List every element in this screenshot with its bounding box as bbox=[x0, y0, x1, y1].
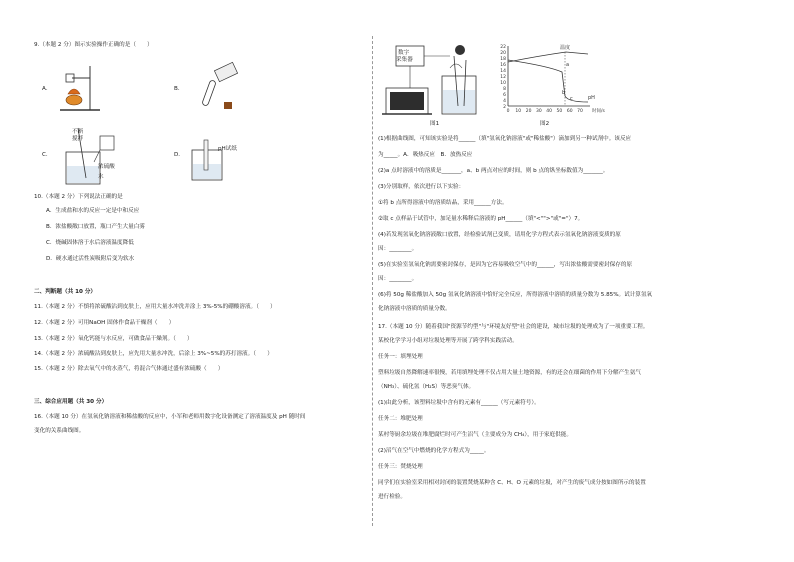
ph-curve bbox=[508, 60, 588, 102]
q16-part1-line2: 为_____。A．吸热反应 B．放热反应 bbox=[378, 152, 473, 158]
graph-y-tick: 8 bbox=[503, 87, 506, 92]
q10-option-b: B．浓盐酸敞口放置，瓶口产生大量白雾 bbox=[46, 224, 145, 230]
question-17-line1: 17.（本题 10 分）随着我国"资源节约型"与"环境友好型"社会的建设，城市垃圾的处理成为了一项重要工程。 bbox=[378, 324, 649, 330]
graph-x-tick: 70 bbox=[577, 109, 583, 114]
figure-1-caption: 图1 bbox=[430, 121, 440, 127]
question-15: 15.（本题 2 分）除去氧气中的水蒸气，将混合气体通过盛有浓硫酸（ ） bbox=[34, 366, 224, 372]
task-3-line1: 同学们在实验室采用相对封闭的装置焚烧某种含 C、H、O 元素的垃圾，对产生的废气成分按如图所示的装置 bbox=[378, 480, 646, 486]
graph-x-label: 时间/s bbox=[592, 109, 605, 114]
task-1-question: (1)由此分析，该塑料垃圾中含有的元素有______（写元素符号）。 bbox=[378, 400, 540, 406]
q16-part3-2: ②取 c 点样品于试管中，加足量水稀释后溶液的 pH______（填"<"">"或"="）7。 bbox=[378, 216, 584, 222]
graph-y-tick: 22 bbox=[500, 45, 506, 50]
point-c-label: c bbox=[570, 96, 573, 102]
graph-x-tick: 60 bbox=[566, 109, 573, 114]
q16-part5-line2: 因：________。 bbox=[378, 276, 418, 282]
graph-y-tick: 20 bbox=[500, 51, 506, 56]
graph-x-tick: 40 bbox=[546, 109, 553, 114]
ph-label: pH bbox=[588, 95, 595, 101]
question-14: 14.（本题 2 分）浓硫酸沾到皮肤上，应先用大量水冲洗，后涂上 3%~5%的苏打溶液。（ ） bbox=[34, 351, 273, 357]
point-b-label: b bbox=[562, 90, 566, 96]
question-16-line2: 变化的关系曲线图。 bbox=[34, 428, 85, 434]
graph-x-tick: 0 bbox=[506, 109, 510, 114]
task-1-line1: 塑料垃圾自然降解速率很慢，若用填埋处理不仅占用大量土地资源，有的还会在细菌的作用下分解产生氨气 bbox=[378, 370, 641, 376]
point-a-label: a bbox=[566, 62, 570, 68]
graph-y-tick: 18 bbox=[500, 57, 506, 62]
graph-y-tick: 4 bbox=[503, 99, 506, 104]
q16-part2: (2)a 点时溶液中的溶质是_______，a、b 两点对应的时间，则 b 点的纵坐标数值为_______。 bbox=[378, 168, 609, 174]
graph-x-tick: 50 bbox=[556, 109, 563, 114]
collector-label-2: 采集器 bbox=[396, 57, 413, 63]
q10-option-d: D．硬水通过活性炭吸附后变为软水 bbox=[46, 256, 135, 262]
alcohol-lamp-figure bbox=[56, 64, 106, 112]
q10-option-a: A．生成盐和水的反应一定是中和反应 bbox=[46, 208, 140, 214]
task-1-line2: （NH₃）、硫化氢（H₂S）等恶臭气体。 bbox=[378, 384, 475, 390]
graph-y-tick: 12 bbox=[500, 75, 506, 80]
dilution-beaker-figure bbox=[56, 122, 136, 188]
task-2-heading: 任务二：堆肥处理 bbox=[378, 416, 423, 422]
q9-c-label-stir1: 不断 bbox=[72, 129, 84, 135]
q16-part5-line1: (5)在实验室氢氧化钠需要密封保存，是因为它容易吸收空气中的______，写出浓盐酸需要密封保存的原 bbox=[378, 262, 633, 268]
column-divider bbox=[372, 36, 373, 526]
graph-y-tick: 2 bbox=[503, 105, 506, 110]
question-17-line2: 某校化学学习小组对垃圾处理等开展了跨学科实践活动。 bbox=[378, 338, 518, 344]
question-13: 13.（本题 2 分）氧化钙能与水反应，可做食品干燥剂。（ ） bbox=[34, 336, 193, 342]
graph-x-tick: 20 bbox=[525, 109, 532, 114]
graph-y-tick: 6 bbox=[503, 93, 506, 98]
question-16-line1: 16.（本题 10 分）在氢氧化钠溶液和稀盐酸的反应中，小军和老师用数字化设备测定了溶液温度及 pH 随时间 bbox=[34, 414, 306, 420]
question-10: 10.（本题 2 分）下列说法正确的是 bbox=[34, 194, 123, 200]
experiment-apparatus-figure bbox=[380, 40, 490, 120]
temperature-curve bbox=[508, 52, 588, 62]
graph-y-tick: 10 bbox=[500, 81, 506, 86]
task-3-heading: 任务三：焚烧处理 bbox=[378, 464, 423, 470]
q9-d-label-ph: pH试纸 bbox=[218, 146, 237, 152]
q16-part4-line1: (4)若发现氢氧化钠溶液敞口放置，经检验试剂已变质，请用化学方程式表示氢氧化钠溶液变质的原 bbox=[378, 232, 621, 238]
task-2-line1: 某村等厨余垃圾在堆肥腐烂时可产生沼气（主要成分为 CH₄），用于家庭供能。 bbox=[378, 432, 572, 438]
question-9: 9.（本题 2 分）图示实验操作正确的是（ ） bbox=[34, 42, 153, 48]
graph-y-tick: 16 bbox=[500, 63, 506, 68]
q9-option-a-label: A． bbox=[42, 86, 52, 92]
task-1-heading: 任务一：填埋处理 bbox=[378, 354, 423, 360]
graph-x-tick: 30 bbox=[535, 109, 542, 114]
q16-part6-line2: 化钠溶液中溶质的质量分数。 bbox=[378, 306, 451, 312]
task-2-question: (2)沼气在空气中燃烧的化学方程式为_____。 bbox=[378, 448, 490, 454]
q9-option-d-label: D． bbox=[174, 152, 184, 158]
graph-y-tick: 14 bbox=[500, 69, 506, 74]
section-3-heading: 三、综合应用题（共 30 分） bbox=[34, 399, 108, 405]
q9-c-label-stir2: 搅拌 bbox=[72, 136, 84, 142]
task-3-line2: 进行检验。 bbox=[378, 494, 406, 500]
q9-c-label-water: 水 bbox=[98, 174, 104, 180]
collector-label-1: 数字 bbox=[398, 50, 410, 56]
pouring-bottle-figure bbox=[186, 62, 246, 114]
figure-2-caption: 图2 bbox=[540, 121, 550, 127]
q10-option-c: C．烧碱固体溶于水后溶液温度降低 bbox=[46, 240, 134, 246]
q9-c-label-acid: 浓硫酸 bbox=[98, 164, 115, 170]
q9-option-b-label: B． bbox=[174, 86, 184, 92]
q16-part1-line1: (1)根据曲线图，可知该实验是将______（填"氢氧化钠溶液"或"稀盐酸"）滴加到另一种试剂中。该反应 bbox=[378, 136, 632, 142]
ph-paper-beaker-figure bbox=[186, 136, 236, 184]
graph-x-tick: 10 bbox=[515, 109, 522, 114]
q16-part4-line2: 因：________。 bbox=[378, 246, 418, 252]
temperature-label: 温度 bbox=[560, 45, 571, 51]
section-2-heading: 二、判断题（共 10 分） bbox=[34, 289, 97, 295]
q16-part3: (3)分别取样，依次进行以下实验： bbox=[378, 184, 465, 190]
q9-option-c-label: C． bbox=[42, 152, 52, 158]
temperature-ph-graph bbox=[494, 42, 614, 118]
question-12: 12.（本题 2 分）可用NaOH 固体作食品干燥剂（ ） bbox=[34, 320, 175, 326]
question-11: 11.（本题 2 分）不慎将浓硫酸沾到皮肤上，应用大量水冲洗并涂上 3%-5%的硼酸溶液。（ ） bbox=[34, 304, 276, 310]
q16-part3-1: ①将 b 点所得溶液中的溶质结晶，采用______方法。 bbox=[378, 200, 508, 206]
q16-part6-line1: (6)将 50g 稀盐酸加入 50g 氢氧化钠溶液中恰好完全反应，所得溶液中溶质的质量分数为 5.85%。试计算氢氧 bbox=[378, 292, 653, 298]
